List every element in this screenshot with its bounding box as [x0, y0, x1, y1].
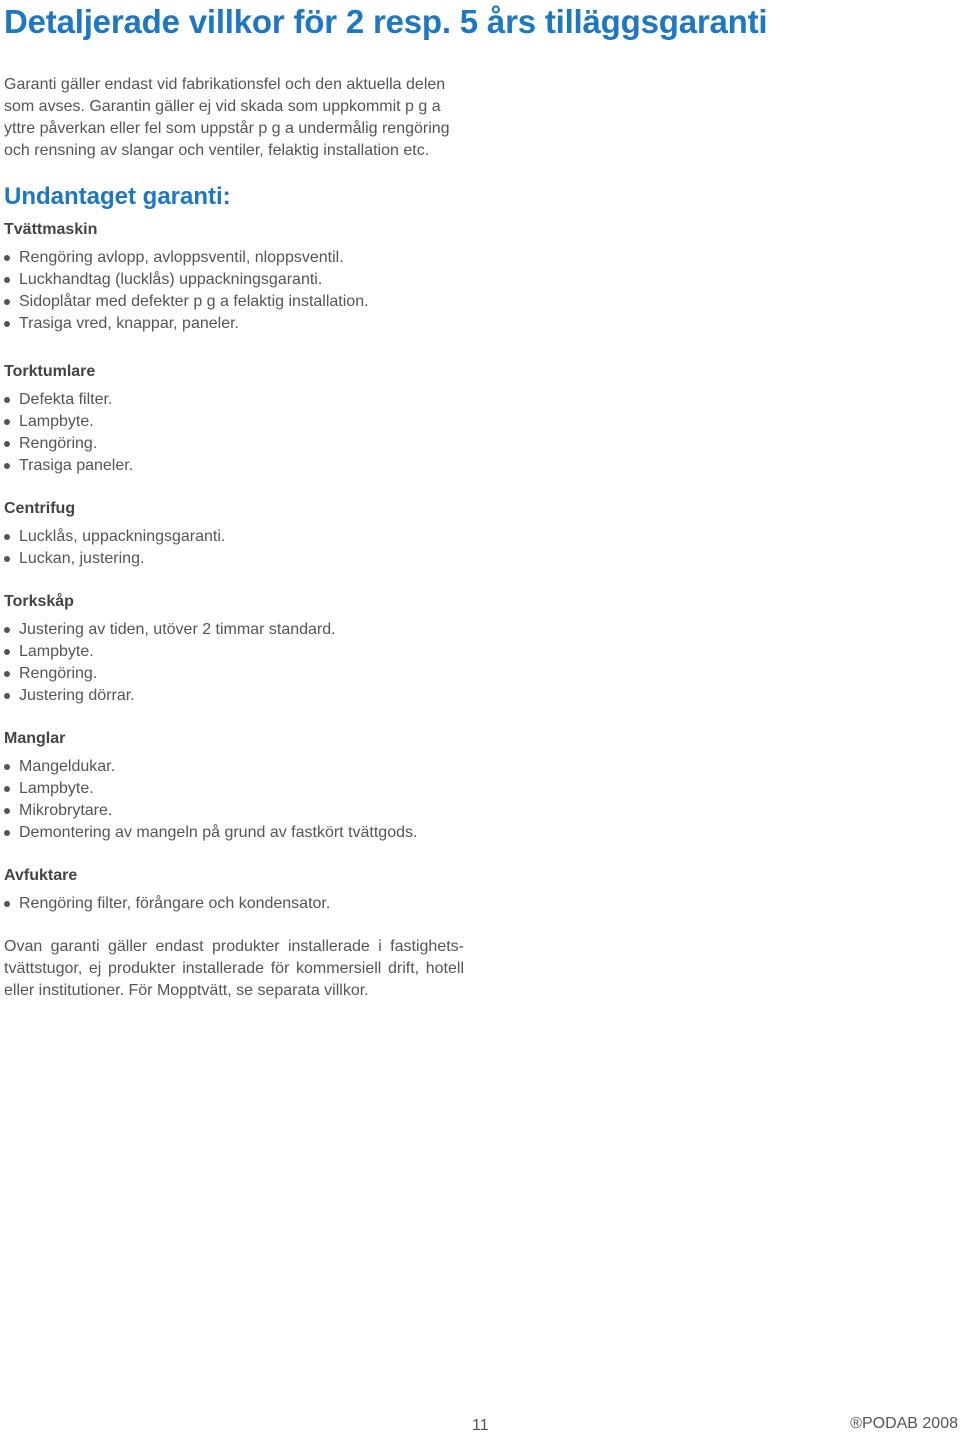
list-item — [4, 800, 904, 822]
section-torktumlare — [4, 361, 904, 477]
section-avfuktare — [4, 865, 904, 915]
bullet-list — [4, 526, 904, 570]
list-item — [4, 756, 904, 778]
list-item-text: Trasiga paneler. — [19, 457, 134, 474]
list-item — [4, 893, 904, 915]
section-heading: Torkskåp — [4, 593, 74, 610]
section-heading: Centrifug — [4, 500, 76, 517]
list-item-text: Rengöring avlopp, avloppsventil, nloppsventil. — [19, 249, 344, 266]
bullet-icon — [4, 419, 10, 425]
list-item — [4, 619, 904, 641]
bullet-icon — [4, 441, 10, 447]
bullet-list — [4, 893, 904, 915]
bullet-icon — [4, 693, 10, 699]
list-item — [4, 822, 904, 844]
page-title: Detaljerade villkor för 2 resp. 5 års tilläggsgaranti — [4, 3, 768, 40]
exclusions-heading: Undantaget garanti: — [4, 183, 231, 210]
list-item — [4, 641, 904, 663]
list-item-text: Justering dörrar. — [19, 687, 135, 704]
bullet-icon — [4, 321, 10, 327]
list-item — [4, 685, 904, 707]
list-item — [4, 778, 904, 800]
bullet-list — [4, 247, 904, 335]
bullet-icon — [4, 649, 10, 655]
list-item-text: Justering av tiden, utöver 2 timmar standard. — [19, 621, 336, 638]
list-item-text: Luckhandtag (lucklås) uppackningsgaranti. — [19, 271, 323, 288]
page-number: 11 — [472, 1417, 489, 1434]
bullet-icon — [4, 901, 10, 907]
list-item — [4, 389, 904, 411]
list-item — [4, 433, 904, 455]
bullet-icon — [4, 556, 10, 562]
list-item — [4, 247, 904, 269]
section-centrifug — [4, 498, 904, 570]
list-item — [4, 411, 904, 433]
bullet-list — [4, 619, 904, 707]
bullet-list — [4, 756, 904, 844]
list-item-text: Lampbyte. — [19, 780, 94, 797]
bullet-icon — [4, 764, 10, 770]
section-heading: Torktumlare — [4, 363, 96, 380]
list-item-text: Luckan, justering. — [19, 550, 145, 567]
section-torkskap — [4, 591, 904, 707]
copyright-notice: ®PODAB 2008 — [850, 1415, 958, 1432]
list-item — [4, 548, 904, 570]
intro-paragraph: Garanti gäller endast vid fabrikationsfel och den aktuella delen som avses. Garantin gäller ej vid skada som uppkommit p g a yttre påverkan eller fel som uppstår p g a undermålig rengöring och rensning av slangar och ventiler, felaktig installation etc. — [4, 76, 450, 159]
list-item — [4, 455, 904, 477]
section-heading: Avfuktare — [4, 867, 78, 884]
bullet-icon — [4, 255, 10, 261]
list-item-text: Demontering av mangeln på grund av fastkört tvättgods. — [19, 824, 418, 841]
section-manglar — [4, 728, 904, 844]
list-item-text: Lampbyte. — [19, 643, 94, 660]
list-item — [4, 526, 904, 548]
bullet-icon — [4, 463, 10, 469]
bullet-icon — [4, 786, 10, 792]
list-item — [4, 269, 904, 291]
list-item-text: Rengöring. — [19, 435, 98, 452]
list-item-text: Sidoplåtar med defekter p g a felaktig installation. — [19, 293, 369, 310]
list-item-text: Mangeldukar. — [19, 758, 116, 775]
list-item-text: Lucklås, uppackningsgaranti. — [19, 528, 226, 545]
bullet-icon — [4, 299, 10, 305]
section-heading: Manglar — [4, 730, 66, 747]
bullet-icon — [4, 830, 10, 836]
list-item-text: Lampbyte. — [19, 413, 94, 430]
list-item-text: Trasiga vred, knappar, paneler. — [19, 315, 239, 332]
list-item-text: Rengöring. — [19, 665, 98, 682]
list-item — [4, 663, 904, 685]
list-item-text: Defekta filter. — [19, 391, 113, 408]
list-item — [4, 291, 904, 313]
closing-paragraph: Ovan garanti gäller endast produkter installerade i fastighets-tvättstugor, ej produkter installerade för kommersiell drift, hotell eller institutioner. För Mopptvätt, se separata villkor. — [4, 938, 464, 999]
bullet-icon — [4, 671, 10, 677]
list-item — [4, 313, 904, 335]
section-heading: Tvättmaskin — [4, 221, 98, 238]
list-item-text: Mikrobrytare. — [19, 802, 113, 819]
bullet-icon — [4, 808, 10, 814]
bullet-icon — [4, 534, 10, 540]
bullet-icon — [4, 627, 10, 633]
bullet-icon — [4, 277, 10, 283]
bullet-list — [4, 389, 904, 477]
bullet-icon — [4, 397, 10, 403]
section-tvattmaskin — [4, 219, 904, 335]
list-item-text: Rengöring filter, förångare och kondensator. — [19, 895, 331, 912]
